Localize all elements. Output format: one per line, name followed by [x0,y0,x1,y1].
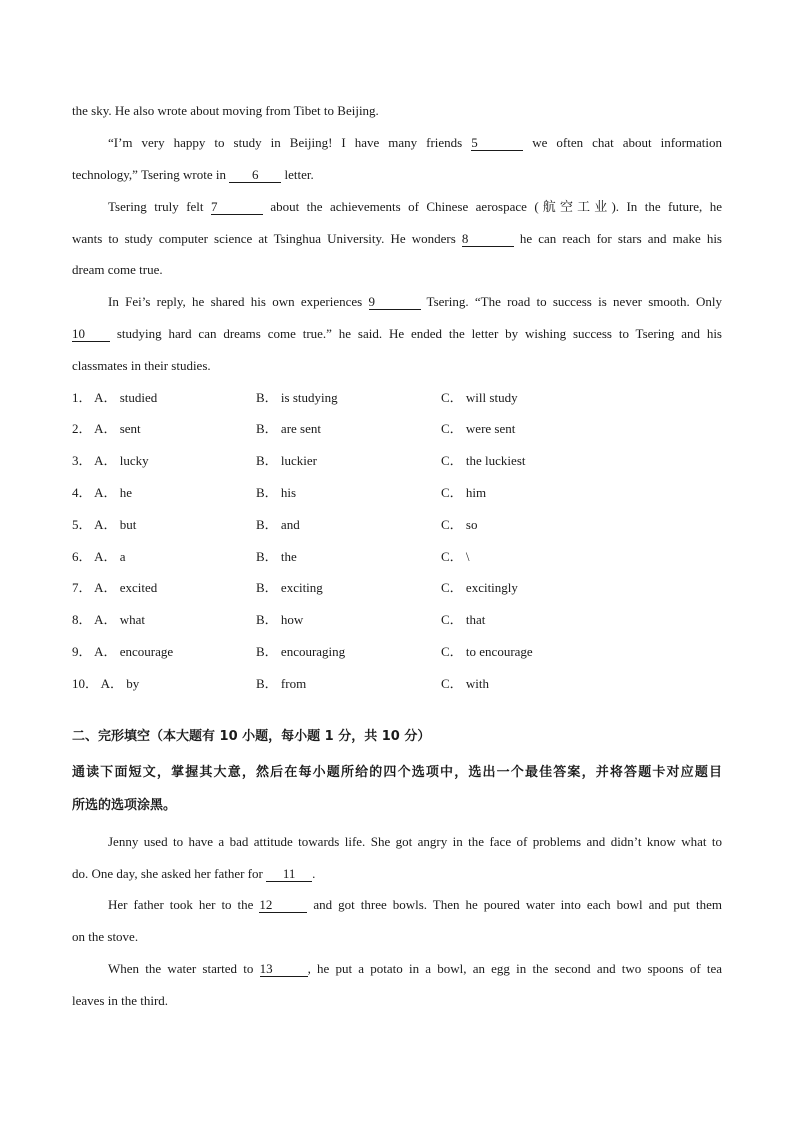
option-row [72,453,722,469]
option-a[interactable]: 1． A． studied [72,390,158,405]
blank-8: 8 [462,232,514,247]
option-row [72,517,722,533]
passage-line: dream come true. [72,262,163,277]
option-b[interactable]: B． exciting [256,580,323,595]
option-a[interactable]: 4． A． he [72,485,132,500]
option-row [72,390,722,406]
passage-line: In Fei’s reply, he shared his own experiences 9 Tsering. “The road to success is never smooth. Only [108,294,722,309]
passage-line: Jenny used to have a bad attitude towards life. She got angry in the face of problems and didn’t know what to [108,834,722,849]
blank-12: 12 [259,898,307,913]
option-c[interactable]: C． to encourage [441,644,533,659]
passage-line: When the water started to 13 , he put a potato in a bowl, an egg in the second and two spoons of tea [108,961,722,976]
option-c[interactable]: C． were sent [441,421,516,436]
blank-13: 13 [260,962,308,977]
option-b[interactable]: B． is studying [256,390,338,405]
blank-6: 6 [229,168,281,183]
option-c[interactable]: C． will study [441,390,518,405]
option-c[interactable]: C． the luckiest [441,453,526,468]
blank-11: 11 [266,867,312,882]
option-c[interactable]: C． so [441,517,478,532]
option-row [72,485,722,501]
option-b[interactable]: B． luckier [256,453,318,468]
option-row [72,644,722,660]
option-b[interactable]: B． and [256,517,300,532]
option-b[interactable]: B． the [256,549,297,564]
option-c[interactable]: C． him [441,485,487,500]
option-a[interactable]: 8． A． what [72,612,145,627]
passage-line: the sky. He also wrote about moving from Tibet to Beijing. [72,103,379,118]
option-a[interactable]: 10． A． by [72,676,140,691]
option-c[interactable]: C． \ [441,549,470,564]
option-c[interactable]: C． with [441,676,490,691]
blank-10: 10 [72,327,110,342]
section-instructions: 通读下面短文，掌握其大意，然后在每小题所给的四个选项中，选出一个最佳答案，并将答题卡对应题目 [72,765,722,780]
option-a[interactable]: 3． A． lucky [72,453,149,468]
passage-line: technology,” Tsering wrote in 6 letter. [72,167,314,182]
passage-line: 10 studying hard can dreams come true.” he said. He ended the letter by wishing success to Tsering and his [72,326,722,341]
option-c[interactable]: C． that [441,612,486,627]
option-a[interactable]: 7． A． excited [72,580,158,595]
option-row [72,549,722,565]
passage-line: wants to study computer science at Tsinghua University. He wonders 8 he can reach for stars and make his [72,231,722,246]
passage-line: “I’m very happy to study in Beijing! I have many friends 5 we often chat about information [108,135,722,150]
option-row [72,421,722,437]
option-b[interactable]: B． his [256,485,297,500]
option-c[interactable]: C． excitingly [441,580,518,595]
section-heading: 二、完形填空（本大题有 10 小题，每小题 1 分，共 10 分） [72,729,431,744]
passage-line: do. One day, she asked her father for 11 . [72,866,316,881]
option-row [72,580,722,596]
option-b[interactable]: B． how [256,612,304,627]
option-a[interactable]: 5． A． but [72,517,137,532]
passage-line: leaves in the third. [72,993,169,1008]
passage-line: Tsering truly felt 7 about the achievements of Chinese aerospace (航空工业). In the future, he [108,199,722,214]
option-a[interactable]: 2． A． sent [72,421,141,436]
blank-7: 7 [211,200,263,215]
passage-line: classmates in their studies. [72,358,211,373]
option-a[interactable]: 9． A． encourage [72,644,174,659]
passage-line: on the stove. [72,929,139,944]
option-b[interactable]: B． from [256,676,307,691]
option-b[interactable]: B． are sent [256,421,321,436]
passage-line: Her father took her to the 12 and got three bowls. Then he poured water into each bowl and put them [108,897,722,912]
option-row [72,676,722,692]
blank-9: 9 [369,295,421,310]
section-instructions: 所选的选项涂黑。 [72,798,177,813]
option-b[interactable]: B． encouraging [256,644,346,659]
option-row [72,612,722,628]
option-a[interactable]: 6． A． a [72,549,126,564]
blank-5: 5 [471,136,523,151]
